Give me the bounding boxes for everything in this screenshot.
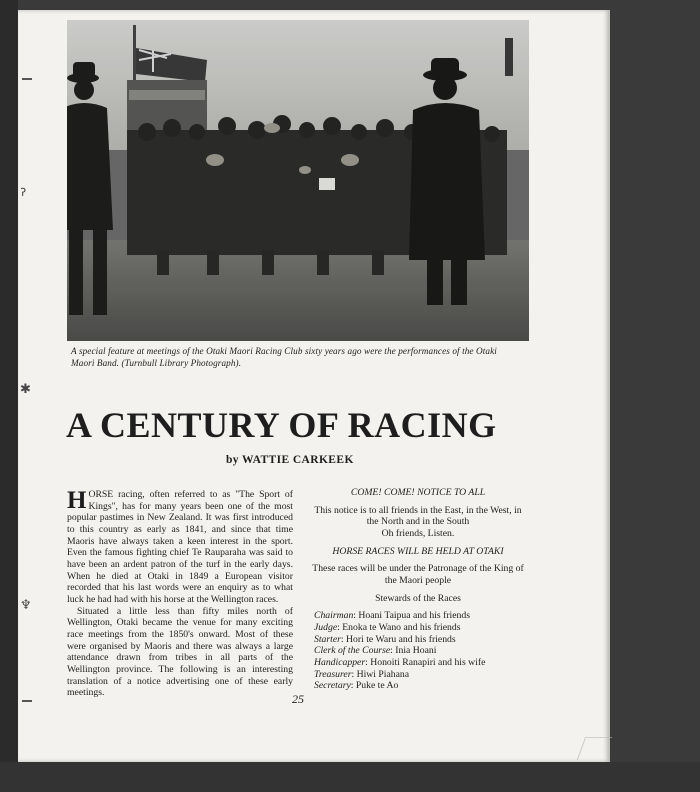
page-number: 25 — [292, 692, 304, 706]
steward-name: : Honoiti Ranapiri and his wife — [365, 656, 486, 668]
scan-edge-bottom — [0, 762, 700, 792]
steward-row — [312, 645, 524, 657]
steward-role: Secretary — [314, 680, 351, 692]
drop-cap: H — [67, 487, 87, 514]
steward-role: Starter — [314, 633, 341, 645]
steward-role: Treasurer — [314, 668, 352, 680]
steward-role: Clerk of the Course — [314, 645, 391, 657]
steward-role: Chairman — [314, 610, 354, 622]
stewards-heading: Stewards of the Races — [375, 592, 461, 604]
notice-patronage: These races will be under the Patronage of the King of the Maori people — [312, 563, 524, 586]
notice-subheading: HORSE RACES WILL BE HELD AT OTAKI — [332, 545, 504, 557]
article-paragraph — [67, 489, 293, 606]
article-byline: by WATTIE CARKEEK — [226, 454, 354, 466]
steward-row — [312, 622, 524, 634]
steward-row — [312, 634, 524, 646]
scan-edge-left — [0, 0, 18, 792]
steward-name: : Hiwi Piahana — [351, 668, 410, 680]
steward-name: : Enoka te Wano and his friends — [337, 621, 461, 633]
article-body-left-column — [67, 489, 293, 699]
binding-tick — [22, 700, 32, 702]
binding-hole-icon: ♆ — [20, 598, 32, 613]
notice-line: This notice is to all friends in the East, in the West, in the North and in the South — [314, 504, 522, 528]
band-photograph — [67, 20, 529, 341]
steward-row — [312, 610, 524, 622]
steward-name: : Hoani Taipua and his friends — [353, 610, 471, 622]
steward-row — [312, 680, 524, 692]
steward-name: : Inia Hoani — [390, 645, 437, 657]
binding-hole-icon: ॽ — [20, 185, 27, 200]
binding-tick — [22, 78, 32, 80]
steward-name: : Puke te Ao — [350, 680, 399, 692]
steward-role: Judge — [314, 621, 338, 633]
notice-line: Oh friends, Listen. — [381, 527, 455, 539]
steward-name: : Hori te Waru and his friends — [340, 633, 456, 645]
article-paragraph: Situated a little less than fifty miles north of Wellington, Otaki became the venue for many exciting race meetings from the 1850's onward. Most of these were organised by Maoris and there was always a large attendance drawn from tribes in all parts of the Wellington province. The following is an interesting translation of a notice advertising one of these early meetings. — [67, 605, 293, 699]
photo-caption: A special feature at meetings of the Otaki Maori Racing Club sixty years ago were the performances of the Otaki Maori Band. (Turnbull Library Photograph). — [71, 346, 497, 368]
notice-right-column — [312, 487, 524, 692]
article-title: A CENTURY OF RACING — [66, 405, 497, 445]
binding-hole-icon: ✱ — [20, 382, 31, 397]
steward-row — [312, 669, 524, 681]
paragraph-text: ORSE racing, often referred to as "The Sport of Kings", has for many years been one of the most popular pastimes in New Zealand. It was first introduced to this country as early as 1841, and since that time Maoris have always taken a keen interest in the sport. Even the famous fighting chief Te Rauparaha was said to have been an ardent patron of the turf in the early days. When he died at Otaki in 1849 a European visitor recorded that his last words were an enquiry as to what luck he had had with his horse at the Wellington races. — [67, 489, 293, 605]
steward-role: Handicapper — [314, 656, 366, 668]
steward-row — [312, 657, 524, 669]
photograph-icon — [67, 20, 529, 341]
notice-heading: COME! COME! NOTICE TO ALL — [350, 487, 486, 498]
